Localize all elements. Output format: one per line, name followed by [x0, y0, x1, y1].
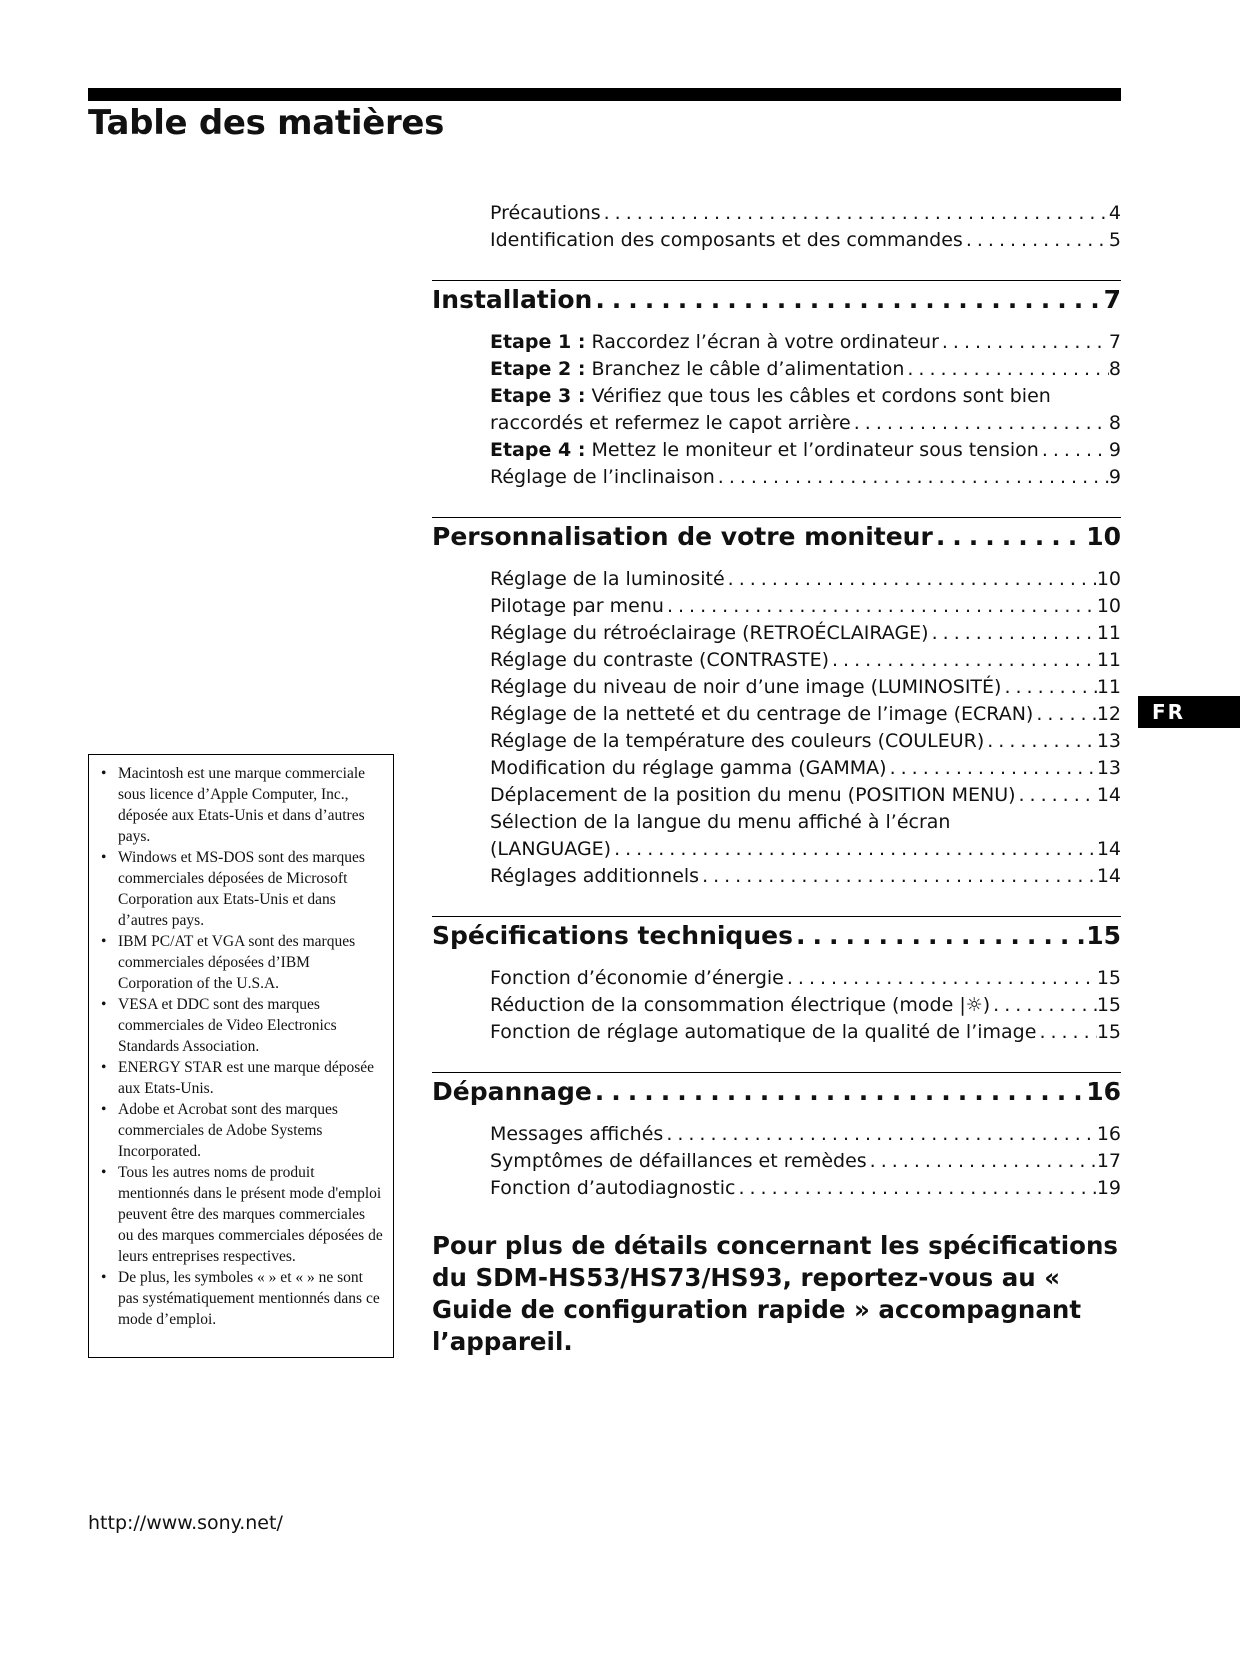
dot-leader [725, 566, 1097, 593]
toc-entry-page: 9 [1108, 439, 1121, 461]
toc-entry-page: 12 [1096, 703, 1121, 725]
dot-leader [1001, 674, 1096, 701]
toc-entry-label: Pilotage par menu [490, 595, 664, 617]
toc-entry-page: 16 [1096, 1123, 1121, 1145]
section-page: 16 [1086, 1077, 1121, 1106]
step-prefix: Etape 4 : [490, 439, 586, 461]
toc-entry[interactable] [490, 647, 1121, 674]
toc-entry-label: Réglage de la luminosité [490, 568, 725, 590]
toc-entry-page: 14 [1096, 784, 1121, 806]
list-item: • ENERGY STAR est une marque déposée aux Etats-Unis. [101, 1057, 383, 1099]
toc-entry-label: Fonction de réglage automatique de la qualité de l’image [490, 1021, 1037, 1043]
list-item: • VESA et DDC sont des marques commerciales de Video Electronics Standards Association. [101, 994, 383, 1057]
list-item: • Adobe et Acrobat sont des marques commerciales de Adobe Systems Incorporated. [101, 1099, 383, 1162]
toc-entry-step-4[interactable] [490, 437, 1121, 464]
list-item: • Macintosh est une marque commerciale sous licence d’Apple Computer, Inc., déposée aux Etats-Unis et dans d’autres pays. [101, 763, 383, 847]
toc-entry[interactable] [490, 728, 1121, 755]
dot-leader [735, 1175, 1096, 1202]
toc-entry-page: 7 [1108, 331, 1121, 353]
toc-entry-step-1[interactable] [490, 329, 1121, 356]
toc-entry-label: Réglage du contraste (CONTRASTE) [490, 649, 830, 671]
section-heading[interactable] [432, 283, 1121, 317]
dot-leader [715, 464, 1109, 491]
toc-entry[interactable] [490, 620, 1121, 647]
toc-entry-page: 10 [1096, 595, 1121, 617]
trademark-list [101, 763, 383, 1330]
dot-leader [829, 647, 1097, 674]
toc-entry-page: 4 [1108, 202, 1121, 224]
page-title: Table des matières [88, 103, 445, 143]
dot-leader [929, 620, 1097, 647]
toc-entry-page: 9 [1108, 466, 1121, 488]
dot-leader [851, 410, 1109, 437]
toc-entry-step-3-first-line[interactable] [490, 383, 1121, 410]
toc-entry-label: Déplacement de la position du menu (POSITION MENU) [490, 784, 1016, 806]
section-title: Dépannage [432, 1077, 592, 1106]
section-heading[interactable] [432, 919, 1121, 953]
section-title: Personnalisation de votre moniteur [432, 522, 933, 551]
toc-entry-label: Fonction d’économie d’énergie [490, 967, 784, 989]
dot-leader [1036, 1019, 1096, 1046]
toc-entry-language[interactable] [490, 836, 1121, 863]
toc-entry-page: 14 [1096, 838, 1121, 860]
toc-entry-label: raccordés et refermez le capot arrière [490, 412, 851, 434]
section-page: 7 [1103, 285, 1121, 314]
dot-leader [611, 836, 1097, 863]
dot-leader [1033, 701, 1096, 728]
toc-entry-page: 13 [1096, 757, 1121, 779]
toc-entry-label: Précautions [490, 202, 601, 224]
step-text: Vérifiez que tous les câbles et cordons sont bien [585, 385, 1051, 407]
toc-entry-label: Réglage de la netteté et du centrage de l’image (ECRAN) [490, 703, 1034, 725]
toc-entry-label: Modification du réglage gamma (GAMMA) [490, 757, 887, 779]
toc-entry-label: Identification des composants et des commandes [490, 229, 963, 251]
dot-leader [904, 356, 1109, 383]
list-item: • Windows et MS-DOS sont des marques commerciales déposées de Microsoft Corporation aux Etats-Unis et dans d’autres pays. [101, 847, 383, 931]
step-prefix: Etape 3 : [490, 385, 586, 407]
dot-leader [592, 283, 1103, 317]
dot-leader [963, 227, 1109, 254]
step-text: Mettez le moniteur et l’ordinateur sous tension [585, 439, 1039, 461]
dot-leader [984, 728, 1097, 755]
dot-leader [1039, 437, 1109, 464]
toc-section-personnalisation [432, 517, 1121, 890]
toc-entry-label: Réduction de la consommation électrique (mode |☼) [490, 994, 991, 1016]
toc-entry-tilt[interactable] [490, 464, 1121, 491]
step-prefix: Etape 1 : [490, 331, 586, 353]
toc-entry-label: (LANGUAGE) [490, 838, 612, 860]
toc-entry-page: 15 [1096, 994, 1121, 1016]
toc-entry-label: Symptômes de défaillances et remèdes [490, 1150, 867, 1172]
toc-entry-page: 11 [1096, 622, 1121, 644]
step-text: Raccordez l’écran à votre ordinateur [585, 331, 939, 353]
toc-entry-page: 11 [1096, 676, 1121, 698]
list-item: • IBM PC/AT et VGA sont des marques commerciales déposées d’IBM Corporation of the U.S.A. [101, 931, 383, 994]
section-page: 15 [1086, 921, 1121, 950]
footer-url[interactable]: http://www.sony.net/ [88, 1512, 283, 1534]
dot-leader [939, 329, 1109, 356]
closing-note: Pour plus de détails concernant les spécifications du SDM-HS53/HS73/HS93, reportez-vous au « Guide de configuration rapide » accompagnant l’appareil. [432, 1231, 1118, 1356]
toc-entry[interactable] [490, 1019, 1121, 1046]
section-heading[interactable] [432, 1075, 1121, 1109]
toc-entry[interactable] [490, 782, 1121, 809]
toc-entry-page: 11 [1096, 649, 1121, 671]
toc-section-specifications [432, 916, 1121, 1046]
toc-entry[interactable] [490, 965, 1121, 992]
section-page: 10 [1086, 522, 1121, 551]
toc-entry-label [490, 437, 1039, 464]
toc-entry-page: 15 [1096, 967, 1121, 989]
toc-entry[interactable] [490, 863, 1121, 890]
dot-leader [990, 992, 1097, 1019]
dot-leader [592, 1075, 1086, 1109]
toc-entry[interactable] [490, 674, 1121, 701]
toc-entry-label: Fonction d’autodiagnostic [490, 1177, 736, 1199]
step-prefix: Etape 2 : [490, 358, 586, 380]
toc-entry-page: 8 [1108, 358, 1121, 380]
toc-entry-identification[interactable] [490, 227, 1121, 254]
dot-leader [793, 919, 1086, 953]
toc-entry-label [490, 356, 904, 383]
toc-entry[interactable] [490, 755, 1121, 782]
toc-entry-precautions[interactable] [490, 200, 1121, 227]
step-text: Branchez le câble d’alimentation [585, 358, 905, 380]
toc-entry[interactable] [490, 593, 1121, 620]
toc-section-depannage [432, 1072, 1121, 1202]
toc-entry-label: Réglages additionnels [490, 865, 700, 887]
dot-leader [867, 1148, 1097, 1175]
list-item: • Tous les autres noms de produit mentionnés dans le présent mode d'emploi peuvent être des marques commerciales ou des marques commerciales déposées de leurs entreprises respectives. [101, 1162, 383, 1267]
toc-entry-label: Réglage de la température des couleurs (COULEUR) [490, 730, 985, 752]
toc-entry-page: 10 [1096, 568, 1121, 590]
top-rule [88, 88, 1121, 101]
language-tab: FR [1138, 696, 1240, 728]
dot-leader [784, 965, 1097, 992]
toc-entry[interactable] [490, 1175, 1121, 1202]
section-title: Installation [432, 285, 593, 314]
dot-leader [601, 200, 1109, 227]
dot-leader [699, 863, 1097, 890]
dot-leader [664, 593, 1097, 620]
toc-entry[interactable] [490, 1121, 1121, 1148]
toc-entry[interactable] [490, 701, 1121, 728]
toc-entry[interactable] [490, 566, 1121, 593]
toc-section-installation [432, 280, 1121, 491]
toc-entry[interactable] [490, 992, 1121, 1019]
toc-entry-page: 5 [1108, 229, 1121, 251]
list-item: • De plus, les symboles « » et « » ne sont pas systématiquement mentionnés dans ce mode d’emploi. [101, 1267, 383, 1330]
toc-entry-page: 19 [1096, 1177, 1121, 1199]
dot-leader [933, 520, 1086, 554]
toc-entry-step-2[interactable] [490, 356, 1121, 383]
toc-entry-page: 14 [1096, 865, 1121, 887]
toc-entry-page: 17 [1096, 1150, 1121, 1172]
toc-entry-page: 8 [1108, 412, 1121, 434]
toc-entry-label [490, 329, 939, 356]
toc-entry-language-first-line[interactable]: Sélection de la langue du menu affiché à l’écran [490, 811, 951, 833]
section-heading[interactable] [432, 520, 1121, 554]
toc-entry-page: 15 [1096, 1021, 1121, 1043]
dot-leader [887, 755, 1097, 782]
table-of-contents [432, 200, 1121, 1358]
dot-leader [1016, 782, 1097, 809]
section-title: Spécifications techniques [432, 921, 793, 950]
toc-entry-label: Réglage du niveau de noir d’une image (LUMINOSITÉ) [490, 676, 1002, 698]
trademark-notice-box [88, 754, 394, 1358]
toc-entry[interactable] [490, 1148, 1121, 1175]
toc-entry-step-3[interactable] [490, 410, 1121, 437]
toc-entry-label: Messages affichés [490, 1123, 664, 1145]
toc-entry-label: Réglage de l’inclinaison [490, 466, 715, 488]
toc-entry-page: 13 [1096, 730, 1121, 752]
dot-leader [663, 1121, 1097, 1148]
toc-entry-label: Réglage du rétroéclairage (RETROÉCLAIRAGE) [490, 622, 929, 644]
